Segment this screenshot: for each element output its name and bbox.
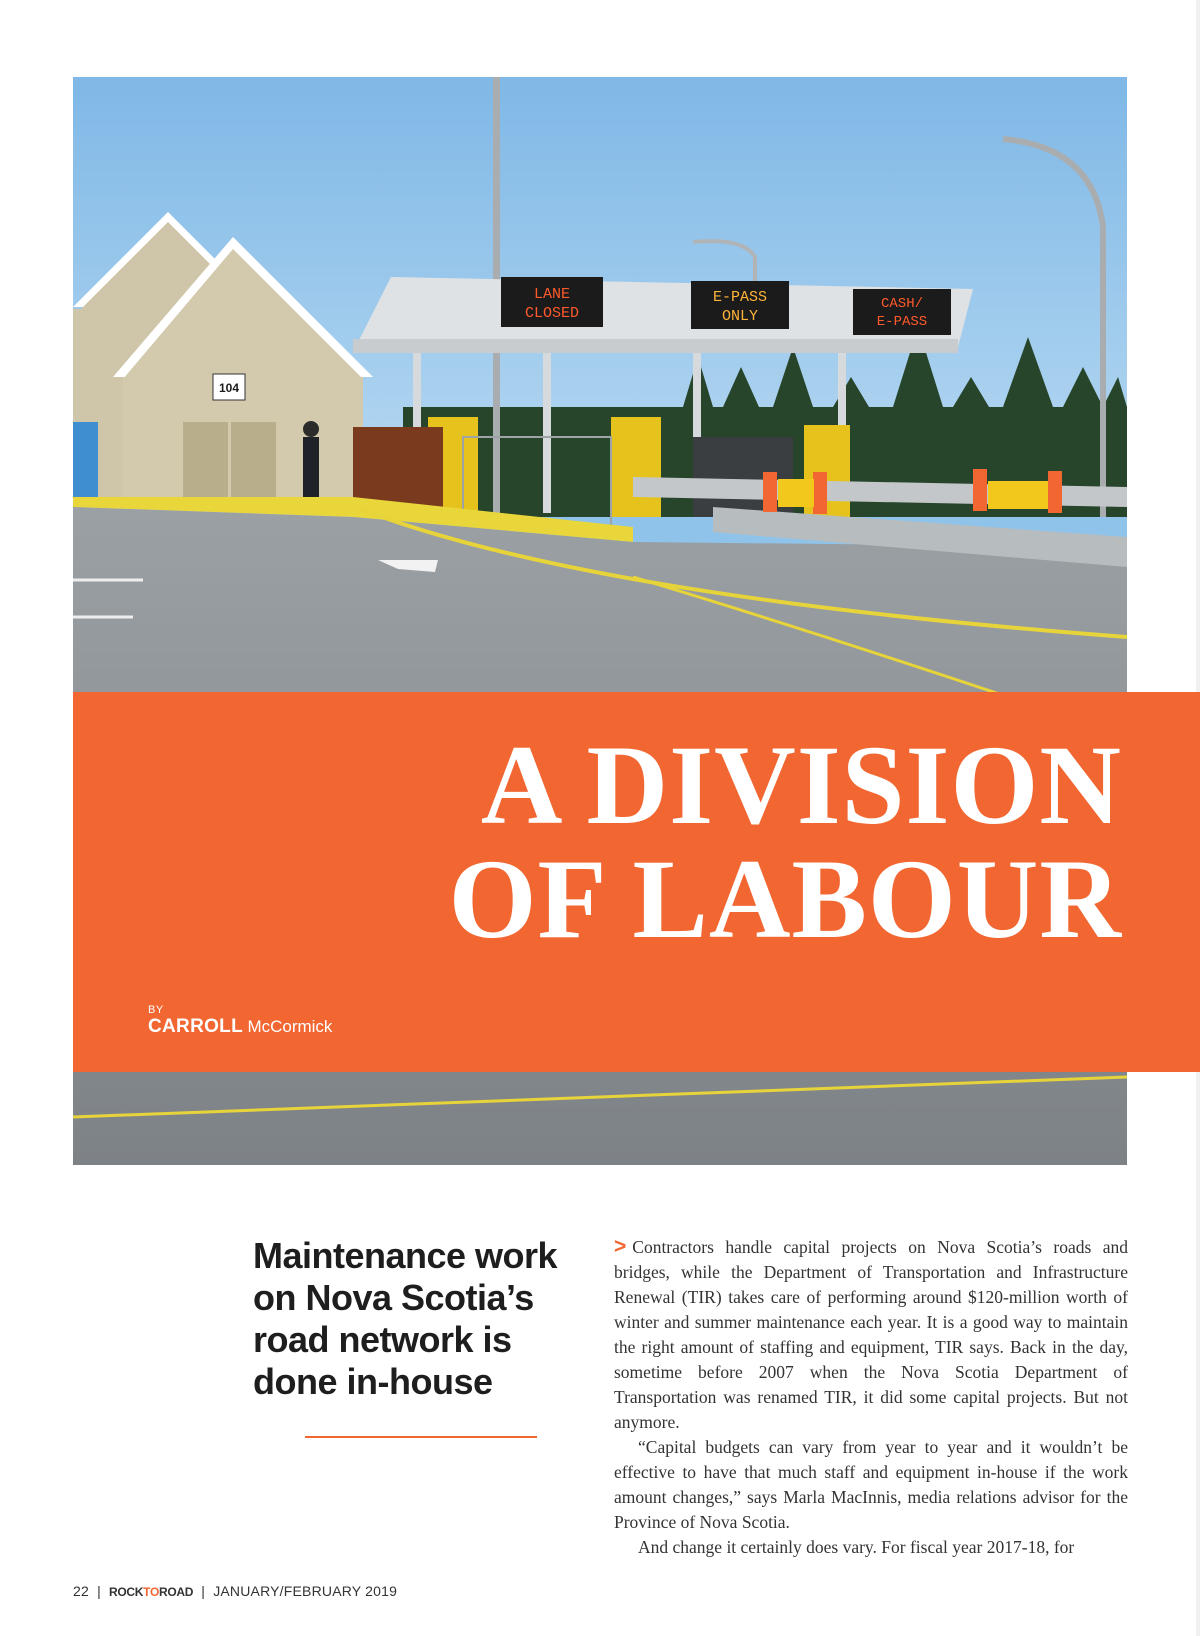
author-last-name: McCormick [247, 1017, 333, 1036]
arrow-marker: > [614, 1235, 627, 1258]
magazine-name [109, 1585, 193, 1599]
page-number: 22 [73, 1583, 89, 1599]
folio-separator: | [97, 1583, 101, 1599]
paragraph-1 [614, 1234, 1128, 1435]
title-band [73, 692, 1200, 1072]
paragraph-3: And change it certainly does vary. For fiscal year 2017-18, for [638, 1537, 1075, 1557]
issue-date: JANUARY/FEBRUARY 2019 [213, 1583, 398, 1599]
page-folio [73, 1583, 397, 1599]
sign-epass-line2: ONLY [721, 308, 759, 325]
article-deck: Maintenance work on Nova Scotia’s road network is done in-house [253, 1235, 558, 1402]
e-pass-only-sign [691, 281, 789, 329]
byline-label: BY [148, 1004, 164, 1016]
cash-e-pass-sign [853, 289, 951, 335]
article-title [448, 723, 1122, 962]
building-sign: 104 [218, 381, 240, 395]
magazine-name-rock: ROCK [109, 1585, 144, 1599]
byline [148, 1004, 332, 1038]
author-first-name: CARROLL [148, 1016, 243, 1037]
sign-cash-line2: E-PASS [876, 314, 928, 330]
article-body [614, 1234, 1128, 1560]
lane-closed-sign [501, 277, 603, 327]
sign-lane-line1: LANE [533, 286, 571, 303]
paragraph-1-text: Contractors handle capital projects on Nova Scotia’s roads and bridges, while the Department of Transportation and Infrastructure Renewal (TIR) takes care of performing around $120-million worth of winter and summer maintenance each year. It is a good way to maintain the right amount of staffing and equipment, TIR says. Back in the day, sometime before 2007 when the Nova Scotia Department of Transportation was renamed TIR, it did some capital projects. But not anymore. [614, 1237, 1128, 1432]
magazine-name-to: TO [143, 1585, 160, 1599]
paragraph-2: “Capital budgets can vary from year to year and it wouldn’t be effective to have that much staff and equipment in-house if the work amount changes,” says Marla MacInnis, media relations advisor for the Province of Nova Scotia. [614, 1437, 1128, 1532]
title-line-2: OF LABOUR [448, 837, 1122, 962]
sign-cash-line1: CASH/ [880, 296, 924, 312]
title-line-1: A DIVISION [480, 723, 1122, 848]
folio-separator-2: | [201, 1583, 206, 1599]
sign-lane-line2: CLOSED [524, 305, 580, 322]
magazine-name-road: ROAD [159, 1585, 194, 1599]
sign-epass-line1: E-PASS [712, 289, 768, 306]
deck-divider [305, 1436, 537, 1438]
